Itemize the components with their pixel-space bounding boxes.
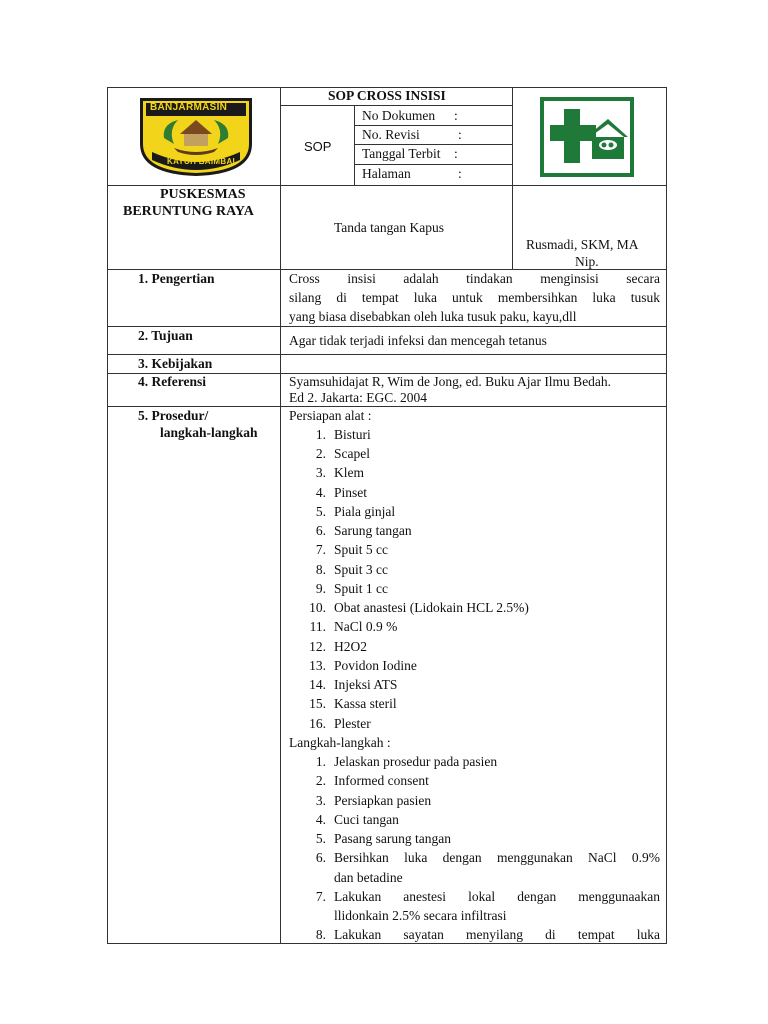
list-number: 7.	[315, 889, 326, 904]
list-text: H2O2	[334, 639, 367, 654]
list-number: 14.	[309, 677, 326, 692]
list-number: 6.	[315, 850, 326, 865]
list-number: 5.	[315, 504, 326, 519]
list-number: 15.	[309, 696, 326, 711]
list-number: 6.	[315, 523, 326, 538]
list-text: Pinset	[334, 485, 368, 500]
meta-colon: :	[454, 146, 458, 161]
signature-label: Tanda tangan Kapus	[334, 220, 445, 235]
section-label-referensi: 4. Referensi	[138, 374, 206, 389]
section-label-langkah: langkah-langkah	[160, 425, 258, 440]
langkah-heading: Langkah-langkah :	[289, 735, 391, 750]
list-text: Bisturi	[334, 427, 371, 442]
pengertian-line3: yang biasa disebabkan oleh luka tusuk paku, kayu,dll	[289, 309, 577, 324]
sop-label: SOP	[304, 139, 332, 154]
list-text: Pasang sarung tangan	[334, 831, 451, 846]
list-text: Povidon Iodine	[334, 658, 417, 673]
list-text: Spuit 3 cc	[334, 562, 388, 577]
list-text: Spuit 1 cc	[334, 581, 388, 596]
logo-text-top: BANJARMASIN	[150, 102, 228, 113]
pengertian-line1: Cross insisi adalah tindakan menginsisi secara	[289, 271, 660, 286]
list-number: 3.	[315, 465, 326, 480]
list-text: Injeksi ATS	[334, 677, 398, 692]
list-number: 4.	[315, 485, 326, 500]
list-text: Scapel	[334, 446, 370, 461]
meta-colon: :	[458, 166, 462, 181]
list-number: 10.	[309, 600, 326, 615]
sop-document	[107, 87, 667, 944]
list-text: Sarung tangan	[334, 523, 412, 538]
puskesmas-logo	[540, 97, 634, 177]
referensi-line1: Syamsuhidajat R, Wim de Jong, ed. Buku Ajar Ilmu Bedah.	[289, 374, 612, 389]
list-text: Persiapkan pasien	[334, 793, 432, 808]
banjarmasin-logo	[134, 94, 258, 178]
list-number: 9.	[315, 581, 326, 596]
list-text: NaCl 0.9 %	[334, 619, 398, 634]
list-text: Obat anastesi (Lidokain HCL 2.5%)	[334, 600, 529, 615]
list-text: Bersihkan luka dengan menggunakan NaCl 0.9%	[334, 850, 660, 865]
list-number: 1.	[315, 427, 326, 442]
list-text: Lakukan sayatan menyilang di tempat luka	[334, 927, 660, 942]
meta-label-no-dokumen: No Dokumen	[362, 108, 436, 123]
list-text: Plester	[334, 716, 371, 731]
list-text: Kassa steril	[334, 696, 397, 711]
section-label-kebijakan: 3. Kebijakan	[138, 356, 213, 371]
list-text: dan betadine	[334, 870, 403, 885]
list-text: Klem	[334, 465, 364, 480]
column-divider	[280, 88, 281, 944]
page-title: SOP CROSS INSISI	[328, 88, 446, 103]
meta-label-halaman: Halaman	[362, 166, 411, 181]
list-number: 13.	[309, 658, 326, 673]
list-number: 5.	[315, 831, 326, 846]
signer-name: Rusmadi, SKM, MA	[526, 237, 639, 252]
section-label-prosedur: 5. Prosedur/	[138, 408, 209, 423]
list-number: 8.	[315, 562, 326, 577]
signer-nip: Nip.	[575, 254, 599, 269]
list-number: 12.	[309, 639, 326, 654]
meta-label-no-revisi: No. Revisi	[362, 127, 420, 142]
section-label-tujuan: 2. Tujuan	[138, 328, 193, 343]
list-number: 7.	[315, 542, 326, 557]
list-text: Piala ginjal	[334, 504, 396, 519]
meta-colon: :	[454, 108, 458, 123]
logo-text-bottom: KAYUH BAIMBAI	[167, 157, 236, 166]
list-number: 4.	[315, 812, 326, 827]
list-number: 16.	[309, 716, 326, 731]
org-name-line1: PUSKESMAS	[160, 187, 246, 202]
meta-label-tanggal-terbit: Tanggal Terbit	[362, 146, 441, 161]
pengertian-line2: silang di tempat luka untuk membersihkan luka tusuk	[289, 290, 660, 305]
header-divider-right	[512, 88, 513, 269]
list-number: 2.	[315, 773, 326, 788]
referensi-line2: Ed 2. Jakarta: EGC. 2004	[289, 390, 427, 405]
list-number: 8.	[315, 927, 326, 942]
list-number: 11.	[309, 619, 326, 634]
tujuan-text: Agar tidak terjadi infeksi dan mencegah tetanus	[289, 333, 547, 348]
list-number: 2.	[315, 446, 326, 461]
list-text: Lakukan anestesi lokal dengan menggunaakan	[334, 889, 660, 904]
persiapan-heading: Persiapan alat :	[289, 408, 372, 423]
list-number: 1.	[315, 754, 326, 769]
list-text: Jelaskan prosedur pada pasien	[334, 754, 498, 769]
meta-colon: :	[458, 127, 462, 142]
section-label-pengertian: 1. Pengertian	[138, 271, 215, 286]
list-text: Informed consent	[334, 773, 429, 788]
org-name-line2: BERUNTUNG RAYA	[123, 204, 254, 219]
list-number: 3.	[315, 793, 326, 808]
header-divider-meta	[354, 105, 355, 185]
list-text: llidonkain 2.5% secara infiltrasi	[334, 908, 507, 923]
list-text: Spuit 5 cc	[334, 542, 388, 557]
list-text: Cuci tangan	[334, 812, 399, 827]
